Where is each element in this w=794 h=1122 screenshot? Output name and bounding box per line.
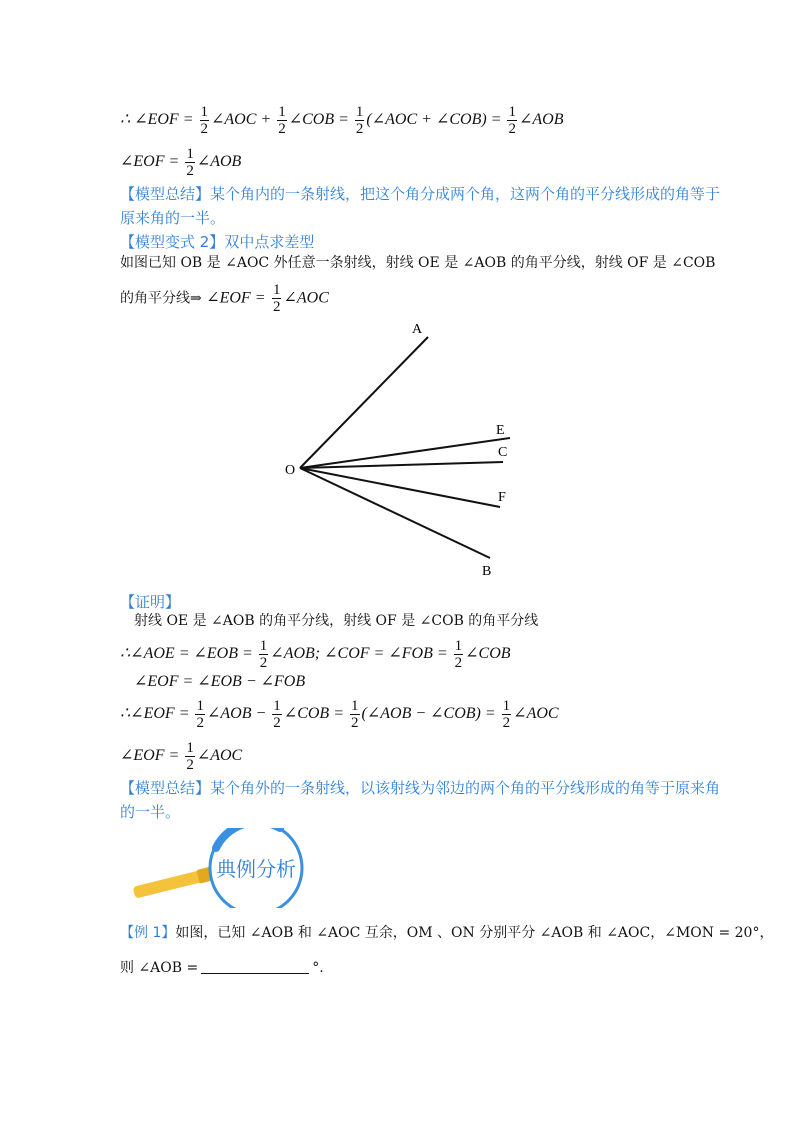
proof-line-1: 射线 OE 是 ∠AOB 的角平分线，射线 OF 是 ∠COB 的角平分线 (134, 613, 539, 629)
fraction-half: $\frac{1}{2}$ (273, 698, 281, 731)
fraction-half: $\frac{1}{2}$ (196, 698, 204, 731)
fraction-half: $\frac{1}{2}$ (454, 638, 463, 671)
fraction-half: $\frac{1}{2}$ (278, 104, 286, 137)
fraction-half: $\frac{1}{2}$ (186, 146, 194, 179)
label-e: E (496, 423, 505, 438)
proof-line-5: ∠EOF = $\frac{1}{2}$ ∠AOC (120, 740, 243, 773)
fraction-half: $\frac{1}{2}$ (259, 638, 268, 671)
proof-heading: 【证明】 (120, 593, 181, 611)
fraction-half: $\frac{1}{2}$ (351, 698, 359, 731)
therefore-symbol: ∴ (120, 111, 131, 129)
badge-text: 典例分析 (216, 857, 296, 881)
ray-of (300, 468, 500, 507)
label-f: F (498, 490, 506, 505)
label-b: B (482, 564, 492, 579)
proof-line-3: ∠EOF = ∠EOB − ∠FOB (134, 673, 306, 690)
model-variant-heading: 【模型变式 2】双中点求差型 (120, 233, 315, 251)
example-1-line-2: 则 ∠AOB = °. (120, 960, 324, 976)
model-summary-2: 【模型总结】某个角外的一条射线，以该射线为邻边的两个角的平分线形成的角等于原来角 (120, 779, 721, 797)
model-summary-1: 【模型总结】某个角内的一条射线，把这个角分成两个角，这两个角的平分线形成的角等于 (120, 185, 721, 203)
magnifier-badge-icon (130, 828, 320, 908)
fraction-half: $\frac{1}{2}$ (272, 282, 281, 315)
model-summary-2-cont: 的一半。 (120, 803, 181, 821)
example-1-line-1: 【例 1】如图，已知 ∠AOB 和 ∠AOC 互余，OM 、ON 分别平分 ∠AOB 和 ∠AOC，∠MON = 20°， (120, 925, 774, 941)
rays-diagram (260, 315, 530, 585)
fraction-half: $\frac{1}{2}$ (508, 104, 516, 137)
variant-description-cont: 的角平分线⇒ ∠EOF = $\frac{1}{2}$ ∠AOC (120, 282, 329, 315)
formula-line-1: ∴ ∠EOF = $\frac{1}{2}$ ∠AOC + $\frac{1}{2}$ ∠COB = $\frac{1}{2}$ (∠AOC + ∠COB) = $\frac{1}{2}$ ∠AOB (120, 104, 564, 137)
variant-description: 如图已知 OB 是 ∠AOC 外任意一条射线，射线 OE 是 ∠AOB 的角平分线，射线 OF 是 ∠COB (120, 255, 716, 271)
ray-ob (300, 468, 490, 558)
label-o: O (285, 463, 296, 478)
answer-blank[interactable] (201, 973, 309, 974)
fraction-half: $\frac{1}{2}$ (502, 698, 511, 731)
label-c: C (498, 445, 508, 460)
ray-oa (300, 337, 428, 468)
fraction-half: $\frac{1}{2}$ (200, 104, 208, 137)
fraction-half: $\frac{1}{2}$ (355, 104, 364, 137)
model-summary-1-cont: 原来角的一半。 (120, 209, 226, 227)
label-a: A (412, 322, 423, 337)
fraction-half: $\frac{1}{2}$ (186, 740, 194, 773)
formula-line-2: ∠EOF = $\frac{1}{2}$ ∠AOB (120, 146, 242, 179)
proof-line-2: ∴∠AOE = ∠EOB = $\frac{1}{2}$ ∠AOB; ∠COF = ∠FOB = $\frac{1}{2}$ ∠COB (120, 638, 511, 671)
proof-line-4: ∴∠EOF = $\frac{1}{2}$ ∠AOB − $\frac{1}{2}$ ∠COB = $\frac{1}{2}$ (∠AOB − ∠COB) = $\frac{1}{2}$ ∠AOC (120, 698, 559, 731)
